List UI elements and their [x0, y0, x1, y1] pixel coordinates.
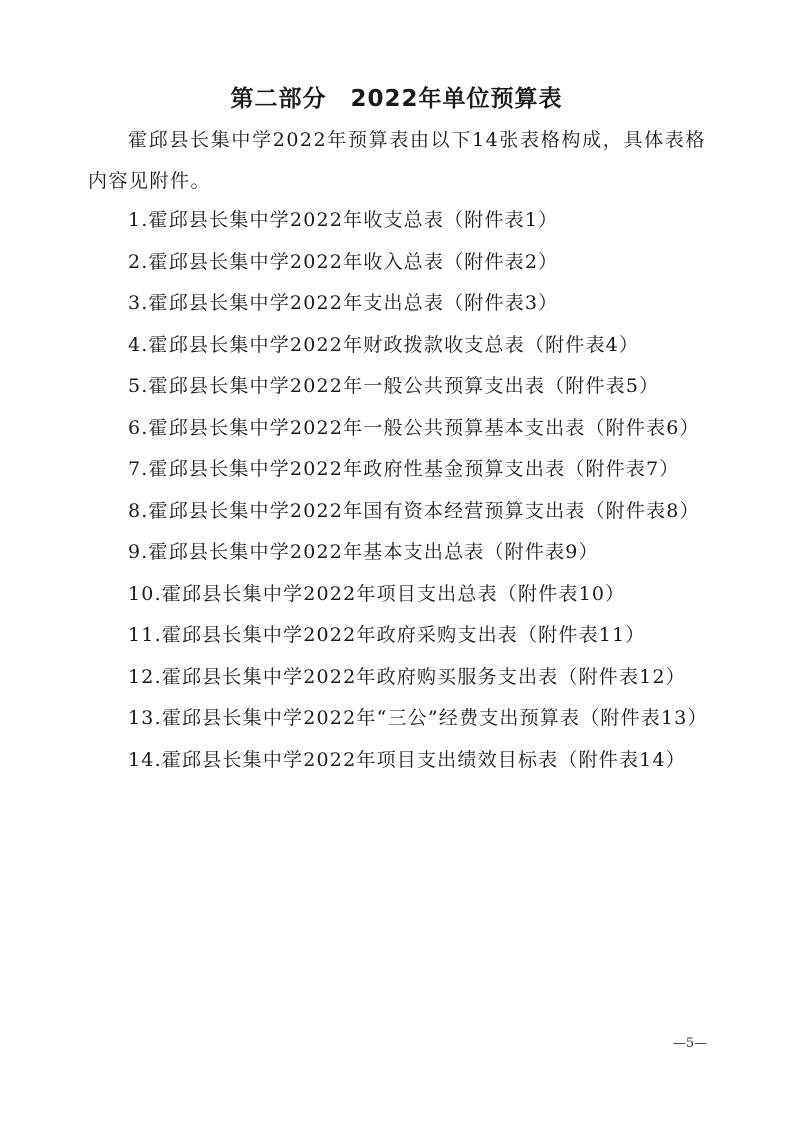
list-item: 5.霍邱县长集中学2022年一般公共预算支出表（附件表5）: [128, 375, 660, 397]
table-list: [88, 200, 706, 781]
list-item: 11.霍邱县长集中学2022年政府采购支出表（附件表11）: [128, 624, 646, 646]
list-item: 9.霍邱县长集中学2022年基本支出总表（附件表9）: [128, 541, 599, 563]
list-item: 8.霍邱县长集中学2022年国有资本经营预算支出表（附件表8）: [128, 499, 700, 522]
page-title: 第二部分 2022年单位预算表: [230, 86, 563, 112]
list-item: 10.霍邱县长集中学2022年项目支出总表（附件表10）: [128, 582, 626, 605]
list-item: 6.霍邱县长集中学2022年一般公共预算基本支出表（附件表6）: [128, 416, 700, 439]
list-item: 12.霍邱县长集中学2022年政府购买服务支出表（附件表12）: [128, 665, 686, 688]
list-item: 1.霍邱县长集中学2022年收支总表（附件表1）: [128, 209, 559, 231]
list-item: 2.霍邱县长集中学2022年收入总表（附件表2）: [128, 250, 559, 273]
list-item: 7.霍邱县长集中学2022年政府性基金预算支出表（附件表7）: [128, 458, 680, 480]
list-item: 4.霍邱县长集中学2022年财政拨款收支总表（附件表4）: [128, 333, 640, 356]
page-number: —5—: [672, 1036, 708, 1051]
intro-paragraph: 霍邱县长集中学2022年预算表由以下14张表格构成，具体表格内容见附件。: [88, 129, 706, 192]
list-item: 13.霍邱县长集中学2022年“三公”经费支出预算表（附件表13）: [128, 707, 708, 729]
list-item: 14.霍邱县长集中学2022年项目支出绩效目标表（附件表14）: [128, 748, 686, 771]
list-item: 3.霍邱县长集中学2022年支出总表（附件表3）: [128, 292, 559, 314]
